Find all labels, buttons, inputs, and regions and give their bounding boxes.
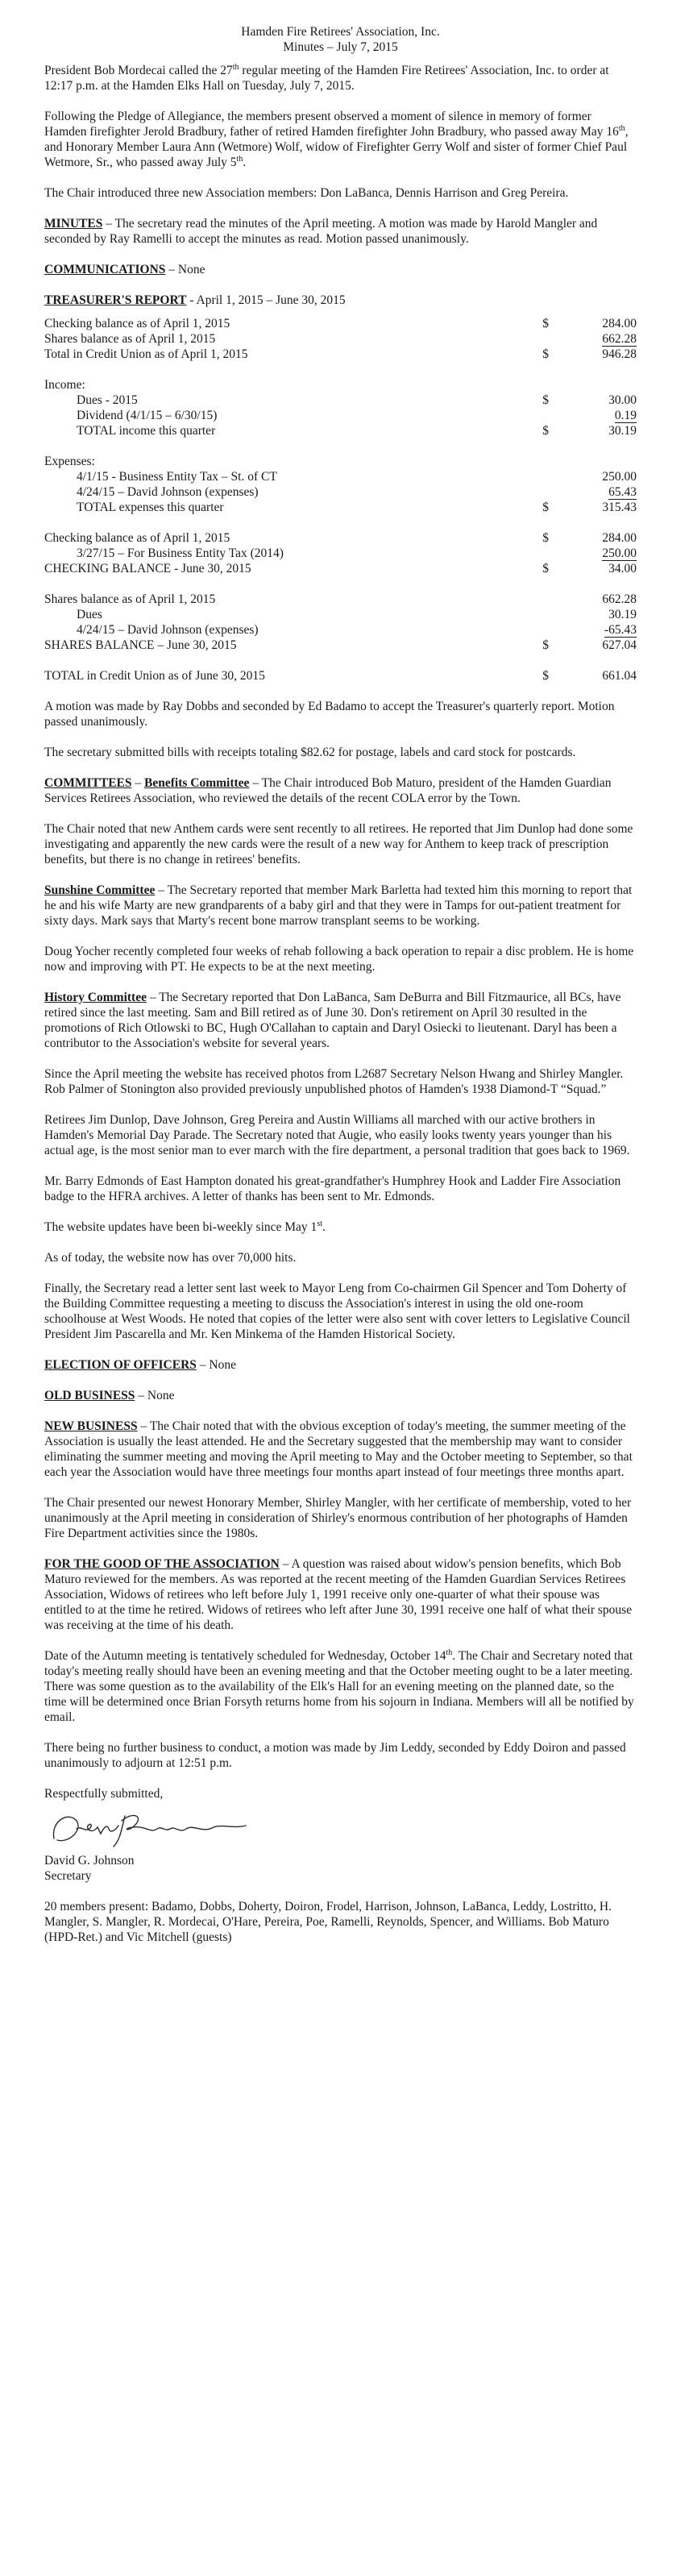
row-label: Shares balance as of April 1, 2015 bbox=[44, 592, 216, 606]
call-to-order: President Bob Mordecai called the 27th regular meeting of the Hamden Fire Retirees' Association, Inc. to order at 12:17 p.m. at the Hamden Elks Hall on Tuesday, July 7, 2015. bbox=[44, 62, 609, 93]
website-photos: Since the April meeting the website has received photos from L2687 Secretary Nelson Hwang and Shirley Mangler. Rob Palmer of Stonington also provided previously unpublished photos of Hamden's 1938 Diamond-T “Squad.” bbox=[44, 1067, 624, 1096]
row-currency bbox=[539, 546, 577, 561]
treasurer-row bbox=[44, 408, 637, 423]
bills-note: The secretary submitted bills with receipts totaling $82.62 for postage, labels and card stock for postcards. bbox=[44, 746, 576, 759]
schoolhouse-letter: Finally, the Secretary read a letter sent last week to Mayor Leng from Co-chairmen Gil Spencer and Tom Doherty of the Building Committee requesting a meeting to discuss the Association's interest in using the old one-room schoolhouse at West Woods. He noted that copies of the letter were also sent with cover letters to Legislative Council President Jim Pascarella and Mr. Ken Minkema of the Hamden Historical Society. bbox=[44, 1282, 630, 1341]
treasurer-row bbox=[44, 347, 637, 362]
handwritten-signature bbox=[44, 1805, 637, 1853]
row-currency bbox=[539, 622, 577, 638]
election-heading: ELECTION OF OFFICERS bbox=[44, 1358, 197, 1372]
website-hits: As of today, the website now has over 70,000 hits. bbox=[44, 1251, 297, 1265]
new-members: The Chair introduced three new Association members: Don LaBanca, Dennis Harrison and Greg Pereira. bbox=[44, 186, 569, 200]
row-currency: $ bbox=[542, 347, 549, 361]
treasurer-heading-line: TREASURER'S REPORT - April 1, 2015 – June 30, 2015 bbox=[44, 293, 346, 307]
row-amount: 250.00 bbox=[602, 546, 637, 560]
spacer-row bbox=[44, 576, 637, 592]
benefits-heading: Benefits Committee bbox=[144, 776, 250, 790]
row-amount: 0.19 bbox=[614, 409, 637, 422]
row-currency: $ bbox=[542, 393, 549, 407]
row-label: Checking balance as of April 1, 2015 bbox=[44, 531, 230, 545]
honorary-member: The Chair presented our newest Honorary Member, Shirley Mangler, with her certificate of membership, voted to her unanimously at the April meeting in consideration of Shirley's enormous contribution of her photographs of Hamden Fire Department activities since the 1980s. bbox=[44, 1496, 632, 1540]
treasurer-table bbox=[44, 316, 637, 683]
treasurer-heading: TREASURER'S REPORT bbox=[44, 293, 187, 307]
row-currency: $ bbox=[542, 562, 549, 575]
row-label: Shares balance as of April 1, 2015 bbox=[44, 332, 216, 346]
moment-of-silence: Following the Pledge of Allegiance, the members present observed a moment of silence in memory of former Hamden firefighter Jerold Bradbury, father of retired Hamden firefighter John Bradbury, who passed away May 16th, and Honorary Member Laura Ann (Wetmore) Wolf, widow of Firefighter Gerry Wolf and sister of former Chief Paul Wetmore, Sr., who passed away July 5th. bbox=[44, 110, 629, 169]
row-label: 4/24/15 – David Johnson (expenses) bbox=[77, 623, 259, 637]
treasurer-row bbox=[44, 423, 637, 438]
treasurer-total-row bbox=[44, 668, 637, 683]
row-amount: 250.00 bbox=[602, 470, 637, 484]
row-currency bbox=[539, 408, 577, 423]
treasurer-row bbox=[44, 530, 637, 546]
row-label: Dues bbox=[77, 608, 102, 621]
row-label: TOTAL expenses this quarter bbox=[77, 501, 224, 514]
row-label: 4/24/15 – David Johnson (expenses) bbox=[77, 485, 259, 499]
row-amount: 34.00 bbox=[608, 562, 637, 575]
benefits-committee: COMMITTEES – Benefits Committee – The Chair introduced Bob Maturo, president of the Hamden Guardian Services Retirees Association, who reviewed the details of the recent COLA error by the Town. bbox=[44, 776, 612, 805]
row-currency: $ bbox=[542, 669, 549, 683]
website-updates: The website updates have been bi-weekly since May 1st. bbox=[44, 1219, 326, 1234]
autumn-meeting: Date of the Autumn meeting is tentatively scheduled for Wednesday, October 14th. The Chair and Secretary noted that today's meeting really should have been an evening meeting and that the October meeting ought to be a later meeting. There was some question as to the availability of the Elk's Hall for an evening meeting on the planned date, so the time will be determined once Brian Forsyth returns home from his sojourn in Indiana. Members will all be notified by email. bbox=[44, 1647, 634, 1724]
row-label: TOTAL income this quarter bbox=[77, 424, 216, 438]
members-present: 20 members present: Badamo, Dobbs, Doherty, Doiron, Frodel, Harrison, Johnson, LaBanca, Leddy, Lostritto, H. Mangler, S. Mangler, R. Mordecai, O'Hare, Pereira, Poe, Ramelli, Reynolds, Spencer, and Williams. Bob Maturo (HPD-Ret.) and Vic Mitchell (guests) bbox=[44, 1900, 612, 1944]
secretary-title: Secretary bbox=[44, 1869, 92, 1883]
row-amount: 284.00 bbox=[602, 531, 637, 545]
row-amount: 30.00 bbox=[608, 393, 637, 407]
treasurer-subheading: Expenses: bbox=[44, 455, 95, 468]
minutes-heading: MINUTES bbox=[44, 217, 103, 231]
treasurer-motion: A motion was made by Ray Dobbs and seconded by Ed Badamo to accept the Treasurer's quarterly report. Motion passed unanimously. bbox=[44, 700, 615, 729]
row-label: SHARES BALANCE – June 30, 2015 bbox=[44, 638, 237, 652]
treasurer-row bbox=[44, 607, 637, 622]
new-business-heading: NEW BUSINESS bbox=[44, 1419, 138, 1433]
row-label: 4/1/15 - Business Entity Tax – St. of CT bbox=[77, 470, 277, 484]
history-committee: History Committee – The Secretary reported that Don LaBanca, Sam DeBurra and Bill Fitzmaurice, all BCs, have retired since the last meeting. Sam and Bill retired as of June 30. Don's retirement on April 30 resulted in the promotions of Rich Otlowski to BC, Hugh O'Callahan to captain and Daryl Osiecki to lieutenant. Daryl has been a contributor to the Association's website for several years. bbox=[44, 991, 621, 1050]
committees-heading: COMMITTEES bbox=[44, 776, 132, 790]
row-currency bbox=[539, 484, 577, 500]
spacer-row bbox=[44, 362, 637, 377]
treasurer-row bbox=[44, 316, 637, 331]
good-of-association-section: FOR THE GOOD OF THE ASSOCIATION – A question was raised about widow's pension benefits, which Bob Maturo reviewed for the members. As was reported at the recent meeting of the Hamden Guardian Services Retirees Association, Widows of retirees who left before July 1, 1991 receive only one-quarter of what their spouse was entitled to at the time he retired. Widows of retirees who left after June 30, 1991 receive one half of what their spouse was receiving at the time of his death. bbox=[44, 1557, 633, 1632]
treasurer-row bbox=[44, 561, 637, 576]
minutes-section: MINUTES – The secretary read the minutes of the April meeting. A motion was made by Harold Mangler and seconded by Ray Ramelli to accept the minutes as read. Motion passed unanimously. bbox=[44, 217, 598, 246]
row-amount: 284.00 bbox=[602, 317, 637, 330]
row-label: 3/27/15 – For Business Entity Tax (2014) bbox=[77, 546, 284, 560]
row-currency bbox=[539, 607, 577, 622]
treasurer-row bbox=[44, 469, 637, 484]
good-heading: FOR THE GOOD OF THE ASSOCIATION bbox=[44, 1557, 280, 1571]
row-currency: $ bbox=[542, 317, 549, 330]
new-business-section: NEW BUSINESS – The Chair noted that with the obvious exception of today's meeting, the summer meeting of the Association is usually the least attended. He and the Secretary suggested that the membership may want to consider eliminating the summer meeting and moving the April meeting to May and the October meeting to September, so that each year the Association would have three meetings four months apart instead of four meetings three months apart. bbox=[44, 1419, 633, 1479]
secretary-name: David G. Johnson bbox=[44, 1854, 135, 1868]
org-title: Hamden Fire Retirees' Association, Inc. bbox=[241, 25, 440, 39]
row-label: TOTAL in Credit Union as of June 30, 2015 bbox=[44, 669, 265, 683]
row-amount: -65.43 bbox=[604, 623, 637, 637]
document-header bbox=[44, 24, 637, 55]
election-section: ELECTION OF OFFICERS – None bbox=[44, 1358, 236, 1372]
spacer-row bbox=[44, 515, 637, 530]
spacer-row bbox=[44, 438, 637, 454]
treasurer-row bbox=[44, 638, 637, 653]
row-amount: 662.28 bbox=[602, 592, 637, 606]
sunshine-committee: Sunshine Committee – The Secretary reported that member Mark Barletta had texted him this morning to report that he and his wife Marty are new grandparents of a baby girl and that they were in Tamps for out-patient treatment for sixty days. Mark says that Marty's recent bone marrow transplant seems to be working. bbox=[44, 883, 633, 928]
row-label: Dividend (4/1/15 – 6/30/15) bbox=[77, 409, 218, 422]
row-label: Dues - 2015 bbox=[77, 393, 138, 407]
adjournment: There being no further business to conduct, a motion was made by Jim Leddy, seconded by Eddy Doiron and passed unanimously to adjourn at 12:51 p.m. bbox=[44, 1741, 626, 1770]
row-amount: 30.19 bbox=[608, 608, 637, 621]
row-currency: $ bbox=[542, 424, 549, 438]
treasurer-row bbox=[44, 622, 637, 638]
row-currency bbox=[539, 331, 577, 347]
sunshine-heading: Sunshine Committee bbox=[44, 883, 156, 897]
minutes-date: Minutes – July 7, 2015 bbox=[283, 40, 398, 54]
edmonds-donation: Mr. Barry Edmonds of East Hampton donated his great-grandfather's Humphrey Hook and Ladder Fire Association badge to the HFRA archives. A letter of thanks has been sent to Mr. Edmonds. bbox=[44, 1174, 621, 1203]
history-heading: History Committee bbox=[44, 991, 147, 1004]
row-label: Checking balance as of April 1, 2015 bbox=[44, 317, 230, 330]
memorial-day-parade: Retirees Jim Dunlop, Dave Johnson, Greg Pereira and Austin Williams all marched with our active brothers in Hamden's Memorial Day Parade. The Secretary noted that Augie, who easily looks twenty years younger than his actual age, is the most senior man to ever march with the fire department, a personal tradition that goes back to 1969. bbox=[44, 1113, 630, 1157]
row-amount: 627.04 bbox=[602, 638, 637, 652]
row-amount: 30.19 bbox=[608, 424, 637, 438]
row-amount: 662.28 bbox=[602, 332, 637, 346]
row-amount: 661.04 bbox=[602, 669, 637, 683]
treasurer-row bbox=[44, 546, 637, 561]
row-currency: $ bbox=[542, 531, 549, 545]
row-currency: $ bbox=[542, 501, 549, 514]
treasurer-row bbox=[44, 500, 637, 515]
row-label: CHECKING BALANCE - June 30, 2015 bbox=[44, 562, 251, 575]
yocher-update: Doug Yocher recently completed four weeks of rehab following a back operation to repair a disc problem. He is home now and improving with PT. He expects to be at the next meeting. bbox=[44, 945, 634, 974]
respectfully-submitted: Respectfully submitted, bbox=[44, 1787, 164, 1801]
row-label: Total in Credit Union as of April 1, 2015 bbox=[44, 347, 248, 361]
row-currency: $ bbox=[542, 638, 549, 652]
old-business-section: OLD BUSINESS – None bbox=[44, 1389, 175, 1402]
treasurer-row bbox=[44, 484, 637, 500]
treasurer-row bbox=[44, 592, 637, 607]
row-currency bbox=[539, 592, 577, 607]
treasurer-row bbox=[44, 331, 637, 347]
row-amount: 315.43 bbox=[602, 501, 637, 514]
row-currency bbox=[539, 469, 577, 484]
spacer-row bbox=[44, 653, 637, 668]
treasurer-row bbox=[44, 393, 637, 408]
treasurer-subheading: Income: bbox=[44, 378, 85, 392]
row-amount: 946.28 bbox=[602, 347, 637, 361]
anthem-cards: The Chair noted that new Anthem cards were sent recently to all retirees. He reported that Jim Dunlop had done some investigating and apparently the new cards were the result of a new way for Anthem to keep track of prescription benefits, but there is no change in retirees' benefits. bbox=[44, 822, 633, 866]
communications-heading: COMMUNICATIONS bbox=[44, 263, 166, 276]
old-business-heading: OLD BUSINESS bbox=[44, 1389, 135, 1402]
row-amount: 65.43 bbox=[608, 485, 637, 499]
communications-section: COMMUNICATIONS – None bbox=[44, 263, 205, 276]
